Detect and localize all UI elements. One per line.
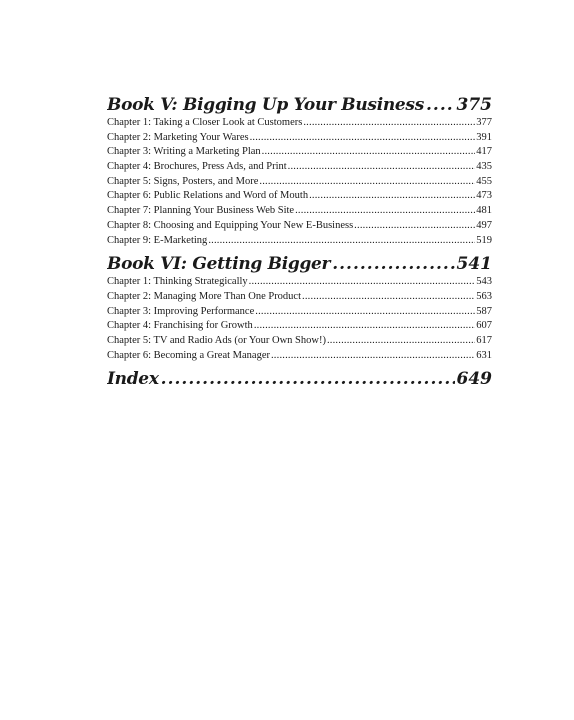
toc-chapter-entry[interactable] — [107, 219, 492, 234]
chapter-title: Chapter 6: Public Relations and Word of Mouth — [107, 190, 309, 202]
book-page-number: 541 — [456, 254, 492, 275]
book-title: Book VI: Getting Bigger — [107, 254, 331, 275]
chapter-page-number: 481 — [476, 205, 492, 217]
toc-chapter-entry[interactable] — [107, 319, 492, 334]
chapter-title: Chapter 3: Improving Performance — [107, 305, 255, 317]
chapter-page-number: 563 — [476, 290, 492, 302]
dot-leader — [295, 204, 475, 219]
book-title: Book V: Bigging Up Your Business — [107, 95, 424, 115]
chapter-title: Chapter 1: Thinking Strategically — [107, 276, 248, 288]
chapter-title: Chapter 2: Managing More Than One Product — [107, 290, 302, 302]
dot-leader — [250, 131, 476, 146]
chapter-title: Chapter 6: Becoming a Great Manager — [107, 349, 270, 361]
toc-chapter-entry[interactable] — [107, 116, 492, 131]
chapter-title: Chapter 7: Planning Your Business Web Site — [107, 205, 295, 217]
dot-leader — [271, 349, 475, 364]
chapter-page-number: 543 — [476, 276, 492, 288]
book-page-number: 375 — [456, 95, 492, 115]
dot-leader — [303, 116, 475, 131]
chapter-title: Chapter 4: Brochures, Press Ads, and Print — [107, 161, 287, 173]
toc-chapter-entry[interactable] — [107, 189, 492, 204]
chapter-title: Chapter 4: Franchising for Growth — [107, 320, 253, 332]
dot-leader — [262, 145, 476, 160]
dot-leader — [302, 290, 475, 305]
dot-leader — [161, 368, 455, 390]
toc-chapter-entry[interactable] — [107, 131, 492, 146]
toc-chapter-entry[interactable] — [107, 305, 492, 320]
chapter-page-number: 607 — [476, 320, 492, 332]
chapter-page-number: 473 — [476, 190, 492, 202]
chapter-page-number: 497 — [476, 219, 492, 231]
dot-leader — [255, 305, 475, 320]
toc-chapter-entry[interactable] — [107, 234, 492, 249]
dot-leader — [332, 253, 454, 275]
chapter-title: Chapter 3: Writing a Marketing Plan — [107, 146, 261, 158]
chapter-page-number: 435 — [476, 161, 492, 173]
toc-chapter-entry[interactable] — [107, 290, 492, 305]
index-page-number: 649 — [456, 369, 492, 390]
chapter-title: Chapter 2: Marketing Your Wares — [107, 131, 249, 143]
chapter-page-number: 519 — [476, 234, 492, 246]
index-title: Index — [107, 369, 159, 390]
toc-chapter-entry[interactable] — [107, 204, 492, 219]
dot-leader — [254, 319, 475, 334]
chapter-page-number: 391 — [476, 131, 492, 143]
chapter-page-number: 587 — [476, 305, 492, 317]
chapter-page-number: 631 — [476, 349, 492, 361]
table-of-contents — [107, 94, 492, 390]
chapter-title: Chapter 5: Signs, Posters, and More — [107, 175, 259, 187]
chapter-page-number: 377 — [476, 117, 492, 128]
toc-chapter-entry[interactable] — [107, 160, 492, 175]
chapter-title: Chapter 5: TV and Radio Ads (or Your Own Show!) — [107, 334, 326, 346]
toc-chapter-entry[interactable] — [107, 145, 492, 160]
chapter-title: Chapter 1: Taking a Closer Look at Customers — [107, 117, 303, 128]
toc-index-heading[interactable] — [107, 368, 492, 390]
dot-leader — [288, 160, 476, 175]
chapter-page-number: 617 — [476, 334, 492, 346]
chapter-page-number: 417 — [476, 146, 492, 158]
dot-leader — [309, 189, 475, 204]
dot-leader — [208, 234, 475, 249]
dot-leader — [327, 334, 475, 349]
toc-chapter-entry[interactable] — [107, 334, 492, 349]
toc-chapter-entry[interactable] — [107, 175, 492, 190]
toc-chapter-entry[interactable] — [107, 275, 492, 290]
toc-book-v-heading[interactable] — [107, 94, 492, 116]
toc-book-vi-heading[interactable] — [107, 253, 492, 275]
chapter-title: Chapter 8: Choosing and Equipping Your New E-Business — [107, 219, 354, 231]
chapter-title: Chapter 9: E-Marketing — [107, 234, 208, 246]
dot-leader — [259, 175, 475, 190]
chapter-page-number: 455 — [476, 175, 492, 187]
dot-leader — [426, 94, 455, 116]
dot-leader — [249, 275, 476, 290]
dot-leader — [354, 219, 475, 234]
toc-chapter-entry[interactable] — [107, 349, 492, 364]
